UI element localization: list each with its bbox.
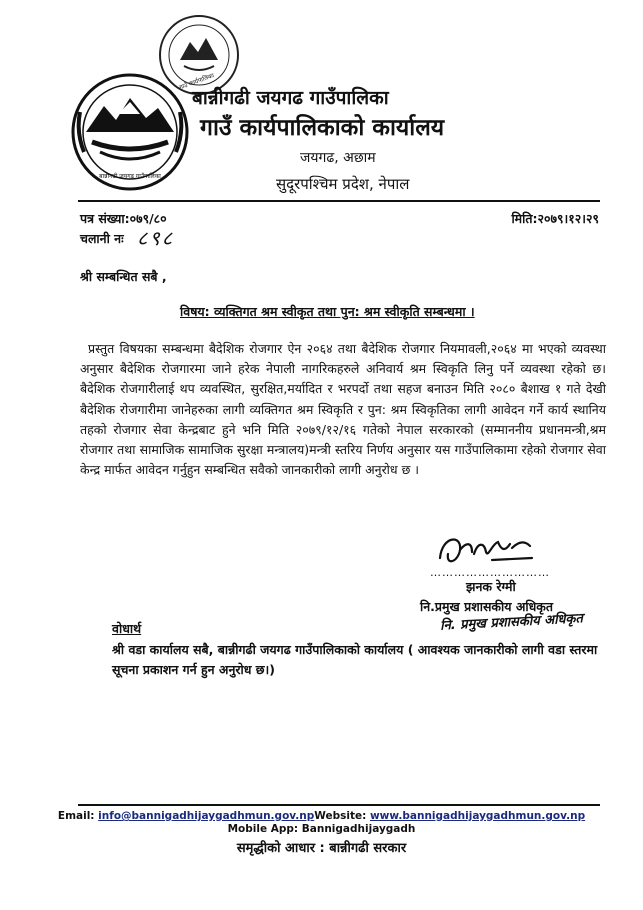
footer-contact xyxy=(0,810,643,822)
office-location: जयगढ, अछाम xyxy=(300,150,376,166)
dispatch-label: चलानी नः xyxy=(80,231,124,246)
office-province: सुदूरपश्चिम प्रदेश, नेपाल xyxy=(276,175,410,193)
footer-mobile-app: Mobile App: Bannigadhijaygadh xyxy=(227,823,416,835)
website-link[interactable]: www.bannigadhijaygadhmun.gov.np xyxy=(369,810,586,822)
addressee: श्री सम्बन्धित सबै , xyxy=(80,269,167,284)
footer-divider xyxy=(78,804,600,806)
municipality-name: बान्नीगढी जयगढ गाउँपालिका xyxy=(192,87,389,109)
cc-text: श्री वडा कार्यालय सबै, बान्नीगढी जयगढ गाउँपालिकाको कार्यालय ( आवश्यक जानकारीको लागी वडा स्तरमा सूचना प्रकाशन गर्न हुन अनुरोध छ।) xyxy=(112,642,598,677)
cc-label: वोधार्थ xyxy=(112,621,142,636)
email-link[interactable]: info@bannigadhijaygadhmun.gov.np xyxy=(98,810,315,822)
footer-slogan: समृद्धीको आधार : बान्नीगढी सरकार xyxy=(236,841,407,856)
signatory-name: झनक रेग्मी xyxy=(466,579,516,594)
signature-line: ………………………… xyxy=(430,566,550,579)
email-label: Email: xyxy=(57,810,99,822)
svg-text:बान्नीगढी जयगढ गाउँपालिका: बान्नीगढी जयगढ गाउँपालिका xyxy=(99,173,161,180)
letter-subject: विषय: व्यक्तिगत श्रम स्वीकृत तथा पुन: श्रम स्वीकृति सम्बन्धमा । xyxy=(180,304,475,319)
header-divider xyxy=(78,200,600,202)
reference-number: पत्र संख्या:०७९/८० xyxy=(80,211,167,226)
letter-date: मिति:२०७९।१२।२९ xyxy=(511,211,599,226)
designation-stamp: नि. प्रमुख प्रशासकीय अधिकृत xyxy=(439,611,584,634)
office-name: गाउँ कार्यपालिकाको कार्यालय xyxy=(200,115,445,141)
signatory-title: नि.प्रमुख प्रशासकीय अधिकृत xyxy=(420,599,554,614)
dispatch-number-handwritten: ८९८ xyxy=(137,226,175,250)
website-label: Website: xyxy=(314,810,370,822)
letter-body: प्रस्तुत विषयका सम्बन्धमा बैदेशिक रोजगार ऐन २०६४ तथा बैदेशिक रोजगार नियमावली,२०६४ मा भएको व्यवस्था अनुसार बैदेशिक रोजगारमा जाने हरेक नेपाली नागरिकहरुले अनिवार्य श्रम स्विकृति लिनु पर्ने व्यवस्था रहेको छ। बैदेशिक रोजगारीलाई थप व्यवस्थित, सुरक्षित,मर्यादित र भरपर्दो तथा सहज बनाउन मिति २०८० बैशाख १ गते देखी बैदेशिक रोजगारीमा जानेहरुका लागी व्यक्तिगत श्रम स्विकृति र पुन: श्रम स्विकृतिका लागी आवेदन गर्ने कार्य स्थानिय तहको रोजगार सेवा केन्द्रबाट हुने भनि मिति २०७९/१२/१६ गतेको नेपाल सरकारको (सम्माननीय प्रधानमन्त्री,श्रम रोजगार तथा सामाजिक सामाजिक सुरक्षा मन्त्रालय)मन्त्री स्तरिय निर्णय अनुसार यस गाउँपालिकामा रहेको रोजगार सेवा केन्द्र मार्फत आवेदन गर्नुहुन सम्बन्धित सवैको जानकारीको लागी अनुरोध छ । xyxy=(80,341,606,478)
svg-text:गाउँ कार्यपालिका: गाउँ कार्यपालिका xyxy=(178,72,216,92)
municipality-emblem xyxy=(70,72,190,192)
